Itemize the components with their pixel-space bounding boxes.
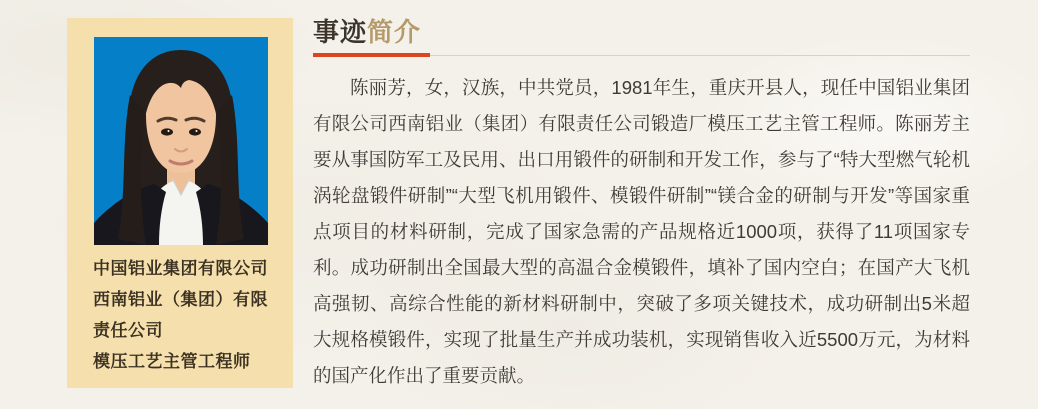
section-header — [313, 16, 970, 57]
divider-accent-line — [313, 53, 430, 57]
section-title-accent: 简介 — [367, 17, 422, 47]
section-title-primary: 事迹 — [313, 17, 368, 47]
portrait-illustration — [94, 37, 268, 245]
profile-caption — [93, 253, 271, 377]
main-content — [313, 16, 970, 394]
bio-paragraph: 陈丽芳，女，汉族，中共党员，1981年生，重庆开县人，现任中国铝业集团有限公司西南铝业（集团）有限责任公司锻造厂模压工艺主管工程师。陈丽芳主要从事国防军工及民用、出口用锻件的研制和开发工作，参与了“特大型燃气轮机涡轮盘锻件研制”“大型飞机用锻件、模锻件研制”“镁合金的研制与开发”等国家重点项目的材料研制，完成了国家急需的产品规格近1000项，获得了11项国家专利。成功研制出全国最大型的高温合金模锻件，填补了国内空白；在国产大飞机高强韧、高综合性能的新材料研制中，突破了多项关键技术，成功研制出5米超大规格模锻件，实现了批量生产并成功装机，实现销售收入近5500万元，为材料的国产化作出了重要贡献。 — [313, 77, 970, 386]
portrait-photo — [94, 37, 268, 245]
profile-card — [67, 18, 293, 388]
section-title — [313, 16, 970, 48]
job-title: 模压工艺主管工程师 — [93, 352, 251, 371]
company-name: 中国铝业集团有限公司西南铝业（集团）有限责任公司 — [93, 259, 268, 340]
title-divider — [313, 53, 970, 57]
